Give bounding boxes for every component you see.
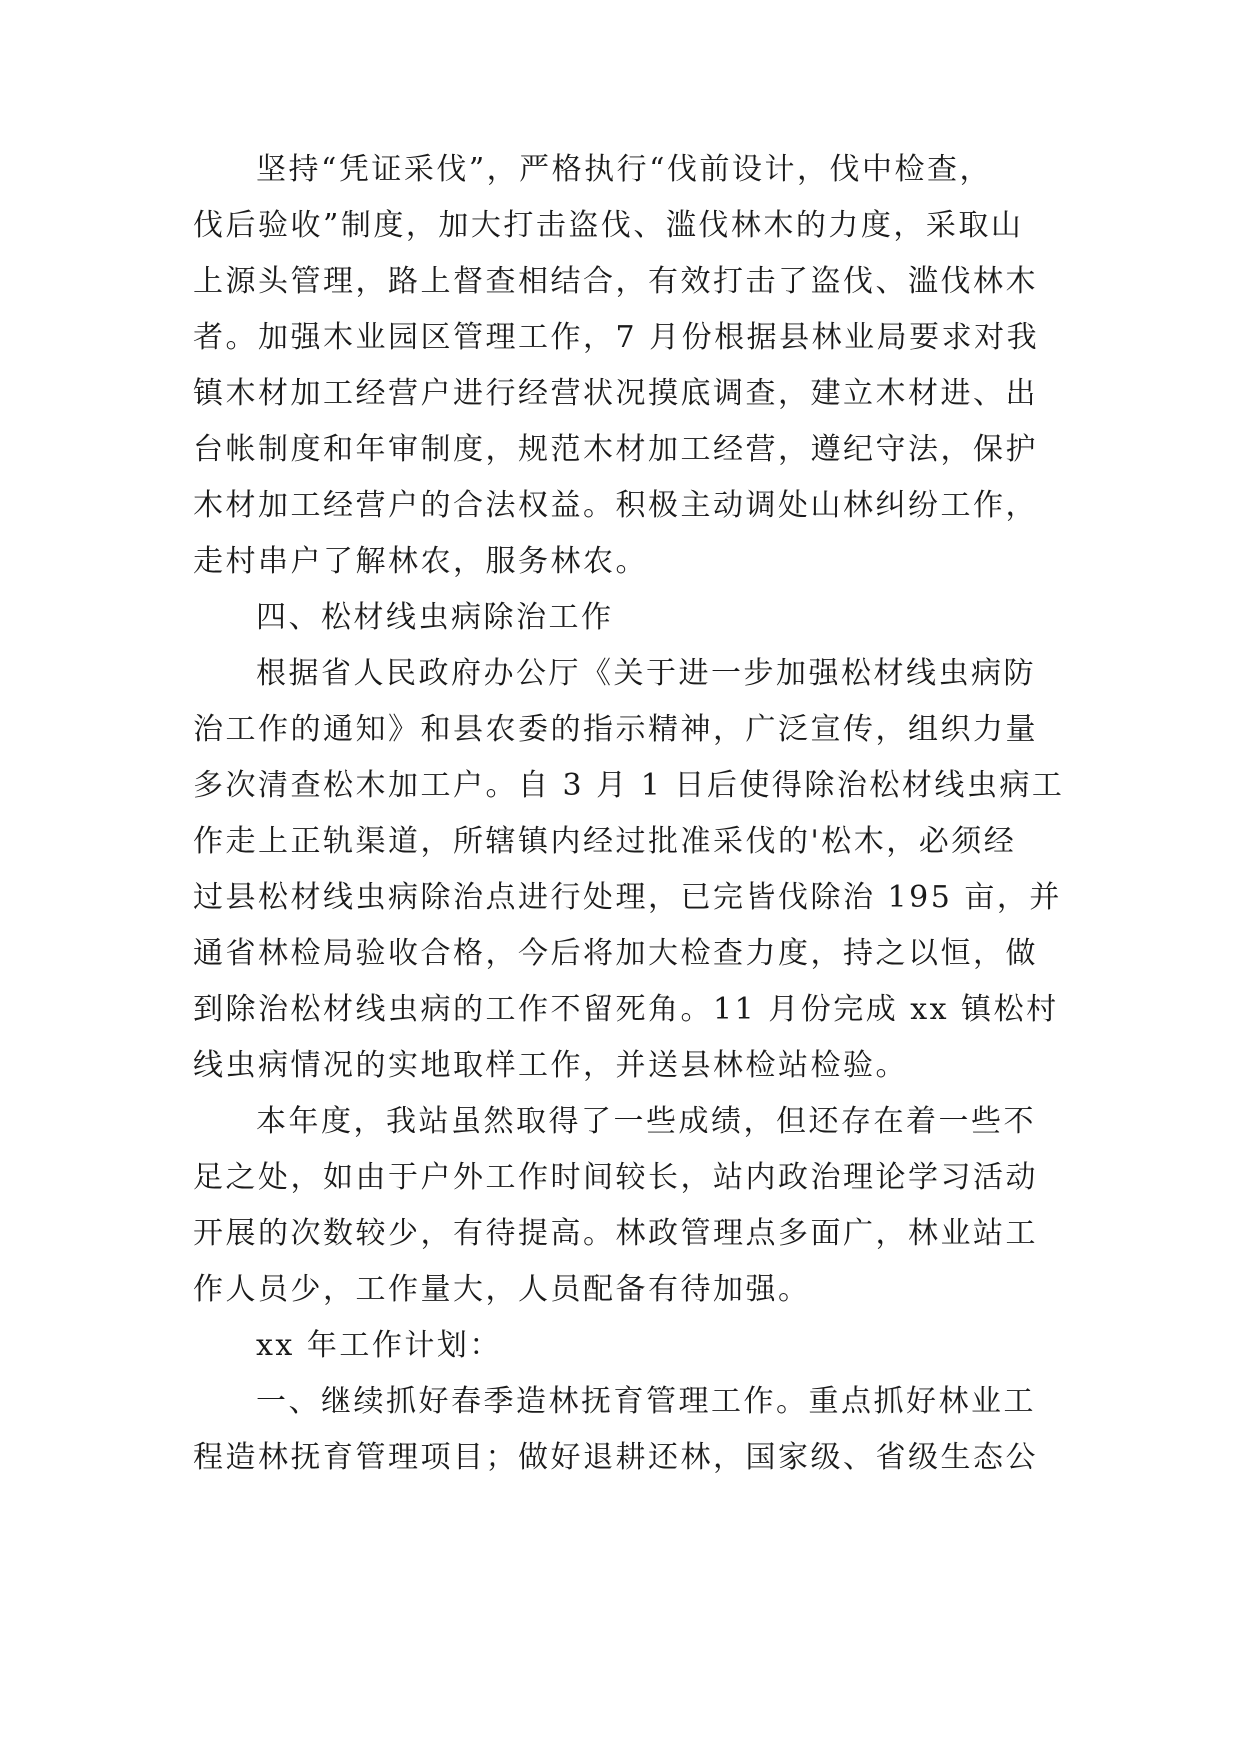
paragraph-line: 到除治松材线虫病的工作不留死角。11 月份完成 xx 镇松村 — [193, 992, 1059, 1027]
paragraph-line: 通省林检局验收合格，今后将加大检查力度，持之以恒，做 — [193, 936, 1038, 971]
paragraph-line: 上源头管理，路上督查相结合，有效打击了盗伐、滥伐林木 — [193, 264, 1038, 299]
plan-heading: xx 年工作计划： — [256, 1328, 502, 1363]
paragraph-line: 一、继续抓好春季造林抚育管理工作。重点抓好林业工 — [256, 1384, 1036, 1419]
paragraph-line: 作人员少，工作量大，人员配备有待加强。 — [193, 1272, 811, 1307]
paragraph-line: 过县松材线虫病除治点进行处理，已完皆伐除治 195 亩，并 — [193, 880, 1062, 915]
section-heading: 四、松材线虫病除治工作 — [256, 600, 614, 635]
paragraph-line: 多次清查松木加工户。自 3 月 1 日后使得除治松材线虫病工 — [193, 768, 1065, 803]
paragraph-line: 伐后验收”制度，加大打击盗伐、滥伐林木的力度，采取山 — [193, 208, 1024, 243]
paragraph-line: 台帐制度和年审制度，规范木材加工经营，遵纪守法，保护 — [193, 432, 1038, 467]
paragraph-line: 程造林抚育管理项目；做好退耕还林，国家级、省级生态公 — [193, 1440, 1038, 1475]
paragraph-line: 治工作的通知》和县农委的指示精神，广泛宣传，组织力量 — [193, 712, 1038, 747]
paragraph-line: 开展的次数较少，有待提高。林政管理点多面广，林业站工 — [193, 1216, 1038, 1251]
paragraph-line: 走村串户了解林农，服务林农。 — [193, 544, 648, 579]
paragraph-line: 线虫病情况的实地取样工作，并送县林检站检验。 — [193, 1048, 908, 1083]
paragraph-line: 根据省人民政府办公厅《关于进一步加强松材线虫病防 — [256, 656, 1036, 691]
paragraph-line: 坚持“凭证采伐”，严格执行“伐前设计，伐中检查， — [256, 152, 993, 187]
paragraph-line: 本年度，我站虽然取得了一些成绩，但还存在着一些不 — [256, 1104, 1036, 1139]
paragraph-line: 者。加强木业园区管理工作，7 月份根据县林业局要求对我 — [193, 320, 1040, 355]
paragraph-line: 木材加工经营户的合法权益。积极主动调处山林纠纷工作， — [193, 488, 1038, 523]
paragraph-line: 作走上正轨渠道，所辖镇内经过批准采伐的'松木，必须经 — [193, 824, 1017, 859]
paragraph-line: 镇木材加工经营户进行经营状况摸底调查，建立木材进、出 — [193, 376, 1038, 411]
paragraph-line: 足之处，如由于户外工作时间较长，站内政治理论学习活动 — [193, 1160, 1038, 1195]
